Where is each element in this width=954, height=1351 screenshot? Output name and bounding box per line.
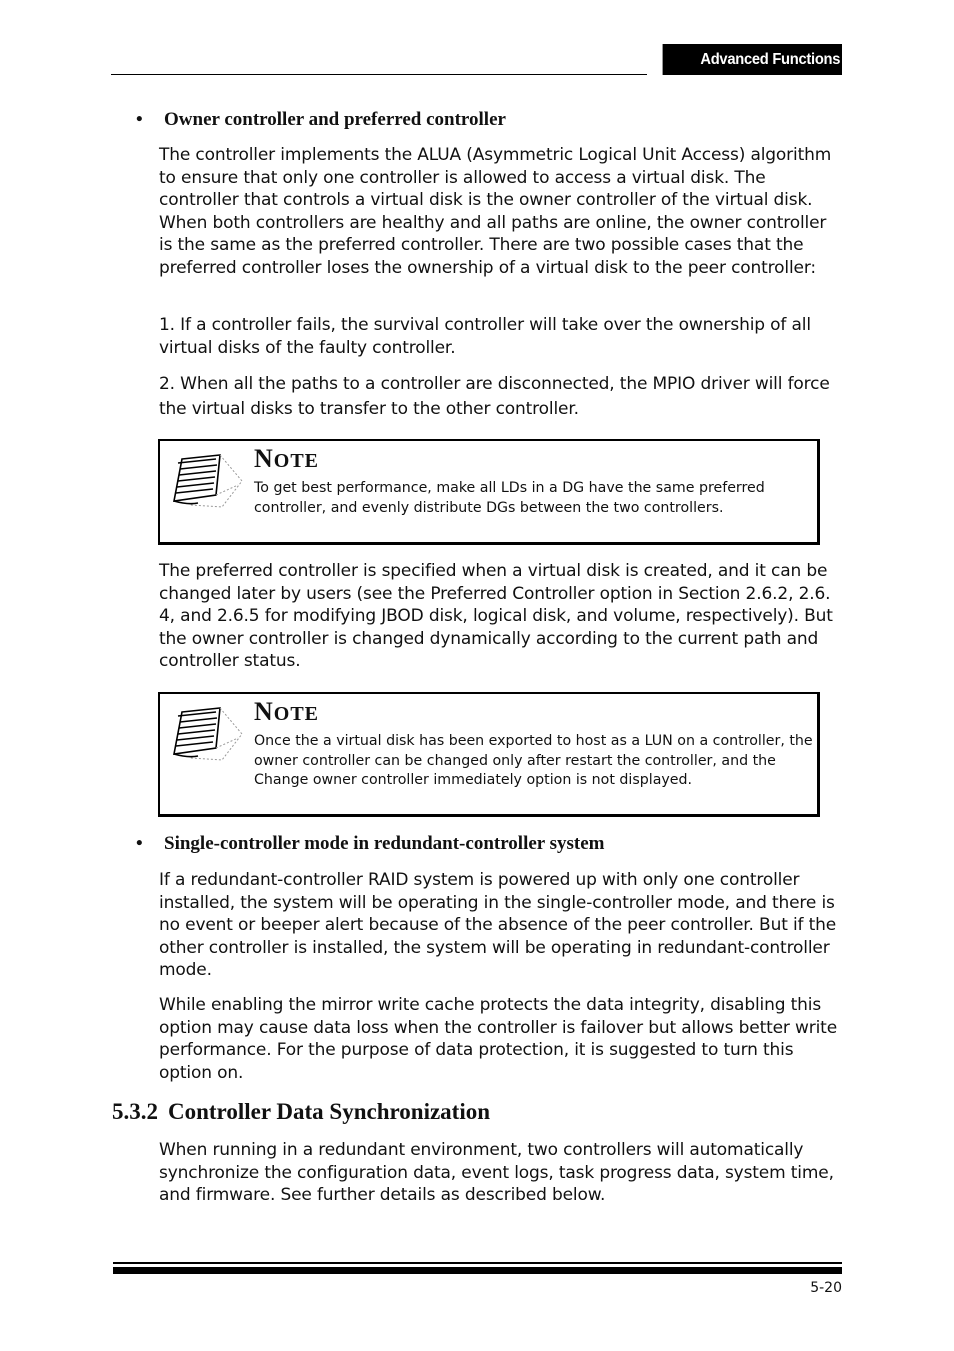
note-pad-icon (168, 451, 246, 509)
paragraph (159, 994, 843, 1084)
paragraph (159, 560, 843, 673)
note-box (158, 439, 820, 545)
bullet-dot: • (136, 109, 143, 130)
note-pad-icon (168, 704, 246, 762)
note-title-rest: OTE (273, 703, 320, 725)
header-section-label: Advanced Functions (663, 44, 842, 75)
paragraph (159, 144, 843, 279)
bullet-heading-owner (136, 109, 506, 131)
single-paragraph-2: While enabling the mirror write cache protects the data integrity, disabling this option may cause data loss when the controller is failover but allows better write performance. For the purpose of data protection, it is suggested to turn this option on. (159, 995, 838, 1083)
paragraph (159, 314, 843, 359)
note-title-rest: OTE (273, 450, 320, 472)
single-paragraph-1: If a redundant-controller RAID system is powered up with only one controller installed, the system will be operating in the single-controller mode, and there is no event or beeper alert because of the absence of the peer controller. But if the other controller is installed, the system will be operating in redundant-controller mode. (159, 870, 837, 980)
bullet-heading-single (136, 833, 605, 855)
bullet-heading-text: Single-controller mode in redundant-controller system (164, 833, 605, 854)
section-heading (112, 1098, 490, 1126)
note-text: Once the a virtual disk has been exported to host as a LUN on a controller, the owner controller can be changed only after restart the controller, and the Change owner controller immediately option is not displayed. (254, 733, 813, 788)
owner-paragraph-1: The controller implements the ALUA (Asymmetric Logical Unit Access) algorithm to ensure that only one controller is allowed to access a virtual disk. The controller that controls a virtual disk is the owner controller of the virtual disk. When both controllers are healthy and all paths are online, the owner controller is the same as the preferred controller. There are two possible cases that the preferred controller loses the ownership of a virtual disk to the peer controller: (159, 145, 832, 278)
page-number: 5-20 (810, 1280, 842, 1296)
note-title-initial: N (254, 697, 274, 726)
note-title (254, 697, 319, 729)
paragraph (159, 372, 843, 422)
note-text: To get best performance, make all LDs in a DG have the same preferred controller, and evenly distribute DGs between the two controllers. (254, 480, 765, 516)
footer-rule-thick (113, 1267, 842, 1274)
section-title: Controller Data Synchronization (168, 1099, 491, 1124)
bullet-heading-text: Owner controller and preferred controller (164, 109, 506, 130)
owner-paragraph-4: The preferred controller is specified when a virtual disk is created, and it can be changed later by users (see the Preferred Controller option in Section 2.6.2, 2.6. 4, and 2.6.5 for modifying JBOD disk, logical disk, and volume, respectively). But the owner controller is changed dynamically according to the current path and controller status. (159, 561, 833, 671)
owner-paragraph-2: 1. If a controller fails, the survival controller will take over the ownership of all virtual disks of the faulty controller. (159, 315, 811, 358)
section-number: 5.3.2 (112, 1099, 158, 1124)
sync-paragraph-1: When running in a redundant environment, two controllers will automatically synchronize the configuration data, event logs, task progress data, system time, and firmware. See further details as described below. (159, 1140, 834, 1205)
note-box (158, 692, 820, 817)
owner-paragraph-3: 2. When all the paths to a controller are disconnected, the MPIO driver will force the virtual disks to transfer to the other controller. (159, 374, 830, 419)
bullet-dot: • (136, 833, 143, 854)
header-rule (111, 74, 647, 75)
paragraph (159, 869, 843, 982)
paragraph (159, 1139, 843, 1207)
footer-rule (113, 1262, 842, 1264)
note-title-initial: N (254, 444, 274, 473)
note-title (254, 444, 319, 476)
